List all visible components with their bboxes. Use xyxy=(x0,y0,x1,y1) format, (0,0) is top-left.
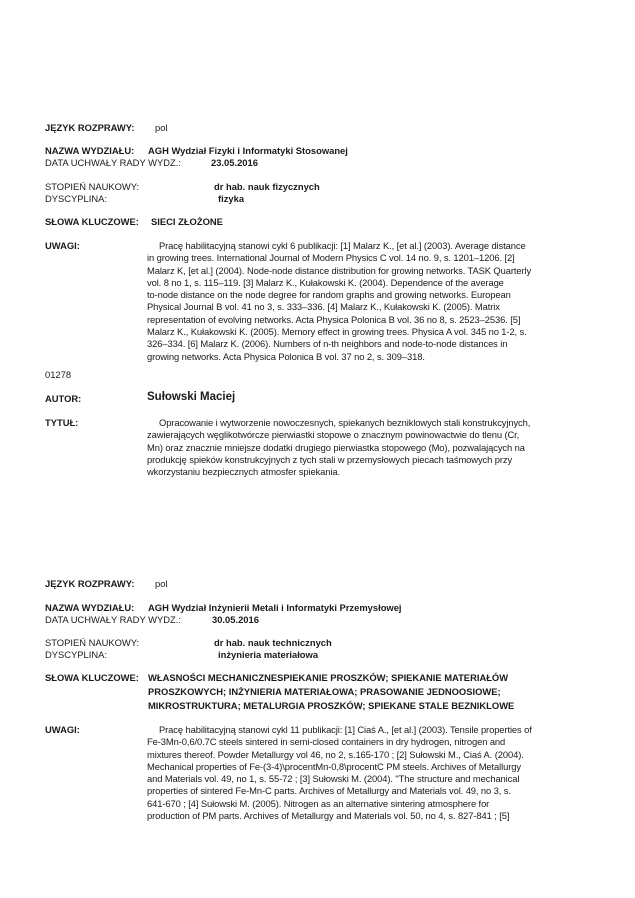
title-line: Opracowanie i wytworzenie nowoczesnych, spiekanych bezniklowych stali konstrukcyjnych, xyxy=(159,417,531,428)
degree-value: dr hab. nauk technicznych xyxy=(214,637,332,648)
language-label: JĘZYK ROZPRAWY: xyxy=(45,122,135,133)
keywords-line: PROSZKOWYCH; INŻYNIERIA MATERIAŁOWA; PRASOWANIE JEDNOOSIOWE; xyxy=(148,685,501,697)
keywords-value: SIECI ZŁOŻONE xyxy=(151,216,223,227)
notes-line: Malarz K, [et al.] (2004). Node-node distance distribution for growing networks. TASK Quarterly xyxy=(147,264,532,276)
notes-text xyxy=(147,240,595,363)
degree-value: dr hab. nauk fizycznych xyxy=(214,181,320,192)
notes-line: Mechanical properties of Fe-(3-4)\procentMn-0,8\procentC PM steels. Archives of Metallurgy xyxy=(147,760,521,772)
language-label: JĘZYK ROZPRAWY: xyxy=(45,578,135,589)
notes-line: representation of evolving networks. Acta Physica Polonica B vol. 36 no 8, s. 2523–2536. [5] xyxy=(147,313,521,325)
notes-line: 326–334. [6] Malarz K. (2006). Numbers of n-th neighbors and node-to-node distances in xyxy=(147,338,508,350)
resolution-date-value: 23.05.2016 xyxy=(211,157,258,168)
title-line: zawierających węglikotwórcze pierwiastki stopowe o znacznym powinowactwie do tlenu (Cr, xyxy=(147,429,520,441)
keywords-line: WŁASNOŚCI MECHANICZNESPIEKANIE PROSZKÓW; SPIEKANIE MATERIAŁÓW xyxy=(148,672,509,683)
title-line: wkorzystaniu bezpiecznych atmosfer spiekania. xyxy=(147,466,340,478)
keywords-label: SŁOWA KLUCZOWE: xyxy=(45,672,139,683)
author-value: Sułowski Maciej xyxy=(147,391,236,403)
notes-line: to-node distance on the node degree for random graphs and growing networks. European xyxy=(147,289,511,301)
department-label: NAZWA WYDZIAŁU: xyxy=(45,602,135,613)
keywords-label: SŁOWA KLUCZOWE: xyxy=(45,216,139,227)
department-label: NAZWA WYDZIAŁU: xyxy=(45,145,135,156)
notes-label: UWAGI: xyxy=(45,240,80,251)
language-value: pol xyxy=(155,122,168,133)
title-line: Mn) oraz znacznie mniejsze dodatki drugiego pierwiastka stopowego (Mo), pozwalających na xyxy=(147,441,525,453)
notes-text xyxy=(147,724,602,822)
author-label: AUTOR: xyxy=(45,393,82,404)
discipline-value: fizyka xyxy=(218,193,245,204)
notes-line: vol. 8 no 1, s. 115–119. [3] Malarz K., Kułakowski K. (2004). Dependence of the average xyxy=(147,276,504,288)
resolution-date-value: 30.05.2016 xyxy=(212,614,259,625)
department-value: AGH Wydział Fizyki i Informatyki Stosowanej xyxy=(148,145,348,156)
title-label: TYTUŁ: xyxy=(45,417,79,428)
notes-line: Fe-3Mn-0,6/0.7C steels sintered in semi-closed containers in dry hydrogen, nitrogen and xyxy=(147,736,506,748)
notes-line: mixtures thereof. Powder Metallurgy vol 46, no 2, s.165-170 ; [2] Sułowski M., Ciaś A. (2004). xyxy=(147,748,524,760)
language-value: pol xyxy=(155,578,168,589)
resolution-date-label: DATA UCHWAŁY RADY WYDZ.: xyxy=(45,157,181,168)
notes-line: Pracę habilitacyjną stanowi cykl 11 publikacji: [1] Ciaś A., [et al.] (2003). Tensile properties of xyxy=(159,724,532,735)
degree-label: STOPIEŃ NAUKOWY: xyxy=(45,637,140,648)
notes-line: and Materials vol. 49, no 1, s. 55-72 ; [3] Sułowski M. (2004). "The structure and mechanical xyxy=(147,773,520,785)
notes-line: growing networks. Acta Physica Polonica B vol. 37 no 2, s. 309–318. xyxy=(147,350,425,362)
keywords-line: MIKROSTRUKTURA; METALURGIA PROSZKÓW; SPIEKANE STALE BEZNIKLOWE xyxy=(148,699,515,711)
degree-label: STOPIEŃ NAUKOWY: xyxy=(45,181,140,192)
resolution-date-label: DATA UCHWAŁY RADY WYDZ.: xyxy=(45,614,181,625)
discipline-label: DYSCYPLINA: xyxy=(45,193,107,204)
notes-line: Malarz K., Kułakowski K. (2005). Memory effect in growing trees. Physica A vol. 345 no 1-2, s. xyxy=(147,326,527,338)
notes-line: in growing trees. International Journal of Modern Physics C vol. 14 no. 9, s. 1201–1206. [2] xyxy=(147,252,515,264)
record-number: 01278 xyxy=(45,369,72,380)
department-value: AGH Wydział Inżynierii Metali i Informatyki Przemysłowej xyxy=(148,602,402,613)
notes-line: Pracę habilitacyjną stanowi cykl 6 publikacji: [1] Malarz K., [et al.] (2003). Average distance xyxy=(159,240,526,251)
notes-line: properties of sintered Fe-Mn-C parts. Archives of Metallurgy and Materials vol. 49, no 3, s. xyxy=(147,785,511,797)
discipline-value: inżynieria materiałowa xyxy=(218,649,319,660)
notes-line: Physical Journal B vol. 41 no 3, s. 333–336. [4] Malarz K., Kułakowski K. (2005). Matrix xyxy=(147,301,500,313)
notes-label: UWAGI: xyxy=(45,724,80,735)
title-text xyxy=(147,417,602,478)
notes-line: 641-670 ; [4] Sułowski M. (2005). Nitrogen as an alternative sintering atmosphere for xyxy=(147,797,490,809)
keywords-value xyxy=(148,671,514,712)
notes-line: production of PM parts. Archives of Metallurgy and Materials vol. 50, no 4, s. 827-841 ; [5] xyxy=(147,810,510,822)
discipline-label: DYSCYPLINA: xyxy=(45,649,107,660)
title-line: produkcję spieków konstrukcyjnych z tych stali w przemysłowych piecach taśmowych przy xyxy=(147,453,513,465)
